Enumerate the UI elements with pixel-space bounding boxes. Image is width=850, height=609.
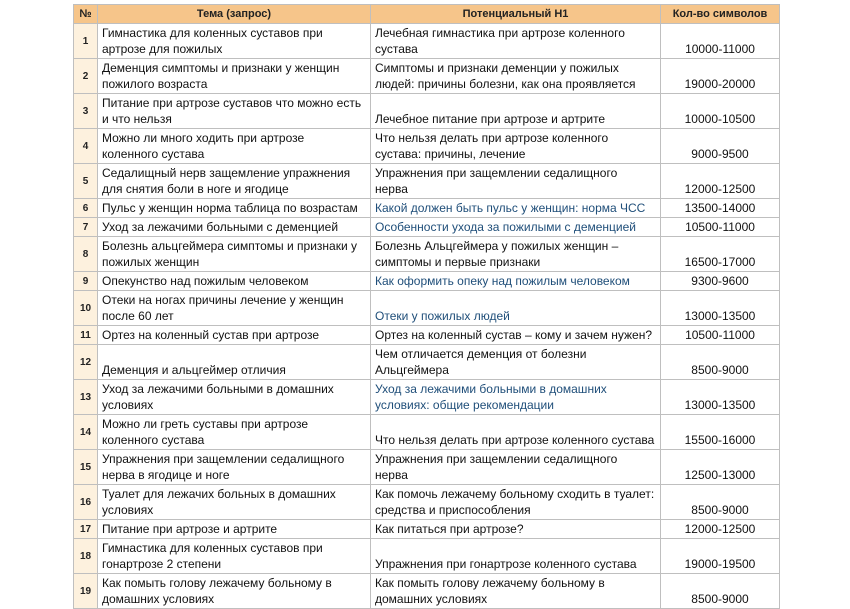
topic-line: Отеки на ногах причины лечение у женщин [102,293,344,307]
h1-line: нерва [375,468,408,482]
topic-line: после 60 лет [102,309,174,323]
h1-line: Симптомы и признаки деменции у пожилых [375,61,619,75]
chars-cell[interactable]: 12000-12500 [661,164,780,199]
h1-cell[interactable] [371,345,661,380]
table-row [74,199,780,218]
chars-cell[interactable]: 13000-13500 [661,380,780,415]
chars-cell[interactable]: 16500-17000 [661,237,780,272]
row-number[interactable]: 5 [74,164,98,199]
chars-cell[interactable]: 10500-11000 [661,326,780,345]
topic-cell[interactable]: Ортез на коленный сустав при артрозе [98,326,371,345]
topic-line: пожилого возраста [102,77,208,91]
topic-line: артрозе для пожилых [102,42,223,56]
h1-cell[interactable] [371,237,661,272]
topic-cell[interactable] [98,59,371,94]
row-number[interactable]: 15 [74,450,98,485]
header-chars[interactable]: Кол-во символов [661,5,780,24]
h1-line: людей: причины болезни, как она проявляется [375,77,636,91]
topic-cell[interactable]: Уход за лежачими больными с деменцией [98,218,371,237]
h1-line: Как помочь лежачему больному сходить в туалет: [375,487,655,501]
topic-line: Упражнения при защемлении седалищного [102,452,345,466]
row-number[interactable]: 7 [74,218,98,237]
topic-line: и что нельзя [102,112,172,126]
h1-line: Альцгеймера [375,363,449,377]
chars-cell[interactable]: 15500-16000 [661,415,780,450]
row-number[interactable]: 17 [74,520,98,539]
topic-cell[interactable] [98,539,371,574]
h1-cell[interactable]: Особенности ухода за пожилыми с деменцией [371,218,661,237]
topic-line: гонартрозе 2 степени [102,557,222,571]
h1-line: сустава [375,42,418,56]
topic-line: условиях [102,503,154,517]
row-number[interactable]: 18 [74,539,98,574]
h1-line: Что нельзя делать при артрозе коленного [375,131,609,145]
h1-line: Уход за лежачими больными в домашних [375,382,607,396]
table-row [74,574,780,609]
h1-line: Что нельзя делать при артрозе коленного сустава [375,433,655,447]
row-number[interactable]: 6 [74,199,98,218]
h1-line: Лечебная гимнастика при артрозе коленного [375,26,625,40]
topic-cell[interactable] [98,450,371,485]
table-row [74,272,780,291]
chars-cell[interactable]: 10000-10500 [661,94,780,129]
topic-line: Туалет для лежачих больных в домашних [102,487,336,501]
topic-line: Можно ли много ходить при артрозе [102,131,305,145]
topic-line: Болезнь альцгеймера симптомы и признаки у [102,239,358,253]
topic-cell[interactable] [98,291,371,326]
topic-line: Можно ли греть суставы при артрозе [102,417,309,431]
table-row [74,218,780,237]
table-row [74,164,780,199]
topic-cell[interactable] [98,24,371,59]
row-number[interactable]: 11 [74,326,98,345]
h1-line: сустава: причины, лечение [375,147,526,161]
topic-line: домашних условиях [102,592,215,606]
h1-line: условиях: общие рекомендации [375,398,554,412]
table-row [74,415,780,450]
topic-cell[interactable] [98,380,371,415]
h1-line: Упражнения при гонартрозе коленного сустава [375,557,637,571]
row-number[interactable]: 9 [74,272,98,291]
table-row [74,237,780,272]
h1-cell[interactable] [371,129,661,164]
chars-cell[interactable]: 12000-12500 [661,520,780,539]
topic-line: Уход за лежачими больными в домашних [102,382,334,396]
h1-cell[interactable]: Как оформить опеку над пожилым человеком [371,272,661,291]
table-row [74,94,780,129]
topic-line: условиях [102,398,154,412]
topic-line: нерва в ягодице и ноге [102,468,230,482]
h1-cell[interactable] [371,94,661,129]
table-row [74,326,780,345]
topic-cell[interactable] [98,94,371,129]
table-row [74,485,780,520]
topic-line: коленного сустава [102,147,205,161]
h1-cell[interactable] [371,539,661,574]
row-number[interactable]: 8 [74,237,98,272]
topic-cell[interactable] [98,164,371,199]
h1-cell[interactable] [371,485,661,520]
topic-line: Деменция симптомы и признаки у женщин [102,61,340,75]
topic-line: Как помыть голову лежачему больному в [102,576,332,590]
topic-cell[interactable] [98,574,371,609]
row-number[interactable]: 16 [74,485,98,520]
spreadsheet [73,4,779,609]
topic-cell[interactable]: Пульс у женщин норма таблица по возрастам [98,199,371,218]
topic-cell[interactable]: Опекунство над пожилым человеком [98,272,371,291]
header-num[interactable]: № [74,5,98,24]
h1-line: Чем отличается деменция от болезни [375,347,587,361]
chars-cell[interactable]: 10500-11000 [661,218,780,237]
topic-line: коленного сустава [102,433,205,447]
h1-cell[interactable] [371,24,661,59]
h1-cell[interactable] [371,574,661,609]
table-row [74,450,780,485]
row-number[interactable]: 3 [74,94,98,129]
chars-cell[interactable]: 10000-11000 [661,24,780,59]
row-number[interactable]: 13 [74,380,98,415]
chars-cell[interactable]: 13000-13500 [661,291,780,326]
topic-line: пожилых женщин [102,255,200,269]
chars-cell[interactable]: 8500-9000 [661,345,780,380]
topic-cell[interactable] [98,129,371,164]
header-h1[interactable]: Потенциальный H1 [371,5,661,24]
topic-line: Деменция и альцгеймер отличия [102,363,286,377]
h1-cell[interactable]: Ортез на коленный сустав – кому и зачем нужен? [371,326,661,345]
h1-line: нерва [375,182,408,196]
topic-cell[interactable] [98,415,371,450]
h1-line: Упражнения при защемлении седалищного [375,452,618,466]
topic-line: Гимнастика для коленных суставов при [102,26,323,40]
row-number[interactable]: 1 [74,24,98,59]
row-number[interactable]: 19 [74,574,98,609]
table-row [74,24,780,59]
topic-line: Питание при артрозе суставов что можно есть [102,96,362,110]
chars-cell[interactable]: 13500-14000 [661,199,780,218]
h1-line: симптомы и первые признаки [375,255,541,269]
topic-cell[interactable] [98,345,371,380]
chars-cell[interactable]: 9000-9500 [661,129,780,164]
table-row [74,539,780,574]
table-row [74,345,780,380]
content-plan-table [73,4,780,609]
h1-line: Отеки у пожилых людей [375,309,510,323]
h1-cell[interactable] [371,415,661,450]
h1-cell[interactable]: Как питаться при артрозе? [371,520,661,539]
h1-line: Лечебное питание при артрозе и артрите [375,112,606,126]
table-row [74,129,780,164]
h1-line: Упражнения при защемлении седалищного [375,166,618,180]
table-row [74,291,780,326]
table-row [74,59,780,94]
row-number[interactable]: 10 [74,291,98,326]
h1-cell[interactable] [371,380,661,415]
h1-line: средства и приспособления [375,503,531,517]
h1-line: Болезнь Альцгеймера у пожилых женщин – [375,239,619,253]
h1-cell[interactable] [371,59,661,94]
row-number[interactable]: 14 [74,415,98,450]
chars-cell[interactable]: 8500-9000 [661,485,780,520]
h1-line: домашних условиях [375,592,488,606]
table-row [74,520,780,539]
chars-cell[interactable]: 9300-9600 [661,272,780,291]
h1-cell[interactable] [371,164,661,199]
topic-cell[interactable] [98,485,371,520]
chars-cell[interactable]: 8500-9000 [661,574,780,609]
chars-cell[interactable]: 19000-20000 [661,59,780,94]
row-number[interactable]: 2 [74,59,98,94]
row-number[interactable]: 4 [74,129,98,164]
topic-line: Гимнастика для коленных суставов при [102,541,323,555]
topic-cell[interactable] [98,237,371,272]
h1-line: Как помыть голову лежачему больному в [375,576,605,590]
h1-cell[interactable]: Какой должен быть пульс у женщин: норма ЧСС [371,199,661,218]
chars-cell[interactable]: 12500-13000 [661,450,780,485]
topic-cell[interactable]: Питание при артрозе и артрите [98,520,371,539]
h1-cell[interactable] [371,450,661,485]
topic-line: Седалищный нерв защемление упражнения [102,166,351,180]
table-row [74,380,780,415]
chars-cell[interactable]: 19000-19500 [661,539,780,574]
topic-line: для снятия боли в ноге и ягодице [102,182,289,196]
row-number[interactable]: 12 [74,345,98,380]
header-topic[interactable]: Тема (запрос) [98,5,371,24]
h1-cell[interactable] [371,291,661,326]
header-row [74,5,780,24]
